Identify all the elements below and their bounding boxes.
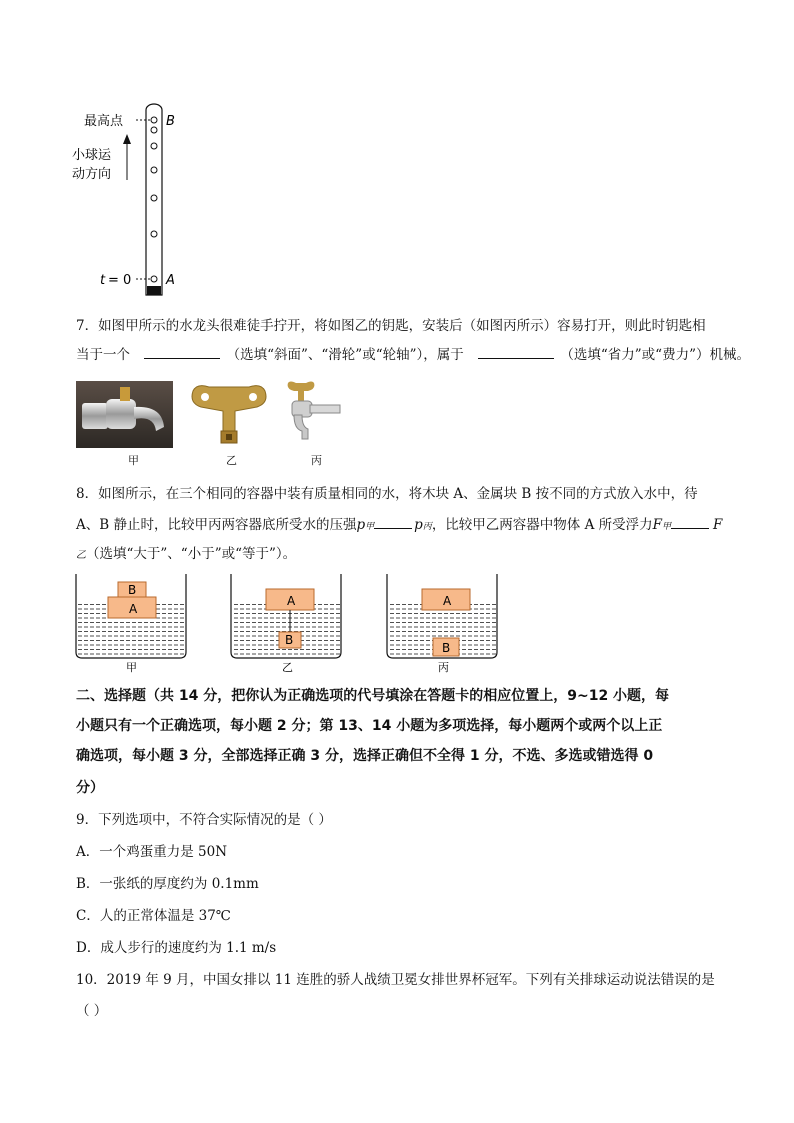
q8-blank-2[interactable] (671, 514, 709, 529)
arrow-head (123, 134, 131, 144)
q9-option-c[interactable]: C．人的正常体温是 37℃ (76, 908, 231, 924)
q8-f-sub-jia: 甲 (662, 522, 672, 532)
q7-text-2c: （选填“省力”或“费力”）机械。 (560, 347, 750, 363)
q7-text-2a: 当于一个 (76, 347, 130, 363)
q8-f-yi: F (713, 517, 723, 533)
block-b-label: B (442, 641, 451, 655)
containers-figure (72, 572, 508, 676)
containers-diagram (72, 572, 508, 676)
key-icon (187, 381, 271, 448)
q9-option-a[interactable]: A．一个鸡蛋重力是 50N (76, 844, 228, 860)
q8-text-2b: ，比较甲乙两容器中物体 A 所受浮力 (431, 517, 653, 533)
q7-text-2b: （选填“斜面”、“滑轮”或“轮轴”），属于 (226, 347, 464, 363)
ball (151, 195, 157, 201)
q9-option-d[interactable]: D．成人步行的速度约为 1.1 m/s (76, 940, 277, 956)
ball (151, 117, 157, 123)
q8-f-jia: F (652, 517, 663, 533)
key-photo (187, 381, 271, 448)
q8-text-2a: A、B 静止时，比较甲丙两容器底所受水的压强 (76, 517, 357, 533)
ball (151, 127, 157, 133)
faucet-icon (76, 381, 173, 448)
q7-caption-bing: 丙 (311, 454, 322, 467)
section2-line-2: 小题只有一个正确选项，每小题 2 分；第 13、14 小题为多项选择，每小题两个或两个以上正 (76, 718, 663, 734)
ball (151, 231, 157, 237)
label-highest: 最高点 (84, 114, 124, 129)
section2-line-4: 分） (76, 780, 104, 796)
q10-paren: （ ） (76, 1003, 108, 1019)
q7-caption-jia: 甲 (128, 454, 139, 467)
ball (151, 143, 157, 149)
q7-blank-1[interactable] (144, 344, 220, 359)
q8-line-2 (76, 514, 722, 537)
q7-line-2 (76, 344, 750, 365)
q9-stem: 9．下列选项中，不符合实际情况的是（ ） (76, 812, 332, 828)
label-direction-2: 动方向 (72, 167, 112, 182)
block-b-label: B (285, 633, 294, 647)
faucet-with-key-photo (280, 381, 350, 448)
section2-line-1: 二、选择题（共 14 分，把你认为正确选项的代号填涂在答题卡的相应位置上，9~12 小题，每 (76, 688, 670, 704)
label-direction-1: 小球运 (72, 148, 112, 163)
q8-p-jia: p (356, 517, 366, 533)
caption-jia: 甲 (126, 661, 137, 674)
section2-line-3: 确选项，每小题 3 分，全部选择正确 3 分，选择正确但不全得 1 分，不选、多选或错选得 0 (76, 748, 654, 764)
container-bing (387, 574, 497, 658)
q8-line-1: 8．如图所示，在三个相同的容器中装有质量相同的水，将木块 A、金属块 B 按不同的方式放入水中，待 (76, 486, 698, 502)
faucet-photo (76, 381, 173, 448)
block-a-label: A (443, 594, 452, 608)
q8-blank-1[interactable] (374, 514, 412, 529)
label-eq0: = 0 (108, 273, 132, 288)
q8-line-3 (76, 544, 296, 566)
ball-tube-diagram (60, 100, 200, 300)
q8-p-bing: p (414, 517, 423, 533)
label-a: A (166, 273, 175, 288)
ball (151, 276, 157, 282)
q10-stem: 10．2019 年 9 月，中国女排以 11 连胜的骄人战绩卫冕女排世界杯冠军。下列有关排球运动说法错误的是 (76, 972, 715, 988)
tube-base (147, 286, 161, 295)
q7-caption-yi: 乙 (226, 454, 237, 467)
container-jia (76, 574, 186, 658)
container-yi (231, 574, 341, 658)
faucet-key-icon (280, 381, 350, 448)
q7-blank-2[interactable] (478, 344, 554, 359)
block-a-label: A (287, 594, 296, 608)
q9-option-b[interactable]: B．一张纸的厚度约为 0.1mm (76, 876, 259, 892)
block-b-label: B (128, 583, 137, 597)
ball (151, 167, 157, 173)
label-b: B (166, 114, 175, 129)
caption-yi: 乙 (282, 661, 293, 674)
caption-bing: 丙 (438, 661, 449, 674)
ball-motion-figure (60, 100, 200, 300)
label-t: t (100, 273, 106, 288)
block-a-label: A (129, 602, 138, 616)
q8-sub-yi: 乙 (76, 550, 86, 561)
q8-text-3b: （选填“大于”、“小于”或“等于”）。 (86, 546, 297, 562)
q7-line-1: 7．如图甲所示的水龙头很难徒手拧开，将如图乙的钥匙，安装后（如图丙所示）容易打开，则此时钥匙相 (76, 318, 706, 334)
q8-sub-bing: 丙 (422, 522, 432, 532)
q8-sub-jia: 甲 (365, 522, 375, 532)
